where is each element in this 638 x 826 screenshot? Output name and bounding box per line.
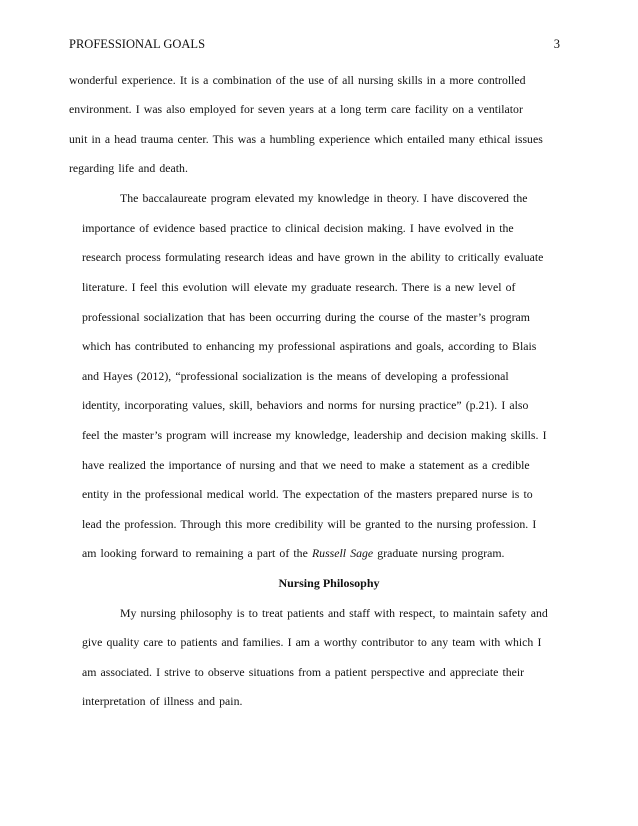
text-run: am looking forward to remaining a part of the [82, 546, 312, 560]
paragraph-line: importance of evidence based practice to clinical decision making. I have evolved in the [82, 221, 514, 235]
paragraph-line: My nursing philosophy is to treat patients and staff with respect, to maintain safety and [120, 606, 548, 620]
paragraph-line: environment. I was also employed for seven years at a long term care facility on a ventilator [69, 102, 523, 116]
paragraph-line: give quality care to patients and families. I am a worthy contributor to any team with which I [82, 635, 542, 649]
paragraph-line: which has contributed to enhancing my professional aspirations and goals, according to Blais [82, 339, 537, 353]
paragraph-line: identity, incorporating values, skill, behaviors and norms for nursing practice” (p.21). I also [82, 398, 529, 412]
text-run: graduate nursing program. [373, 546, 505, 560]
paragraph-line: The baccalaureate program elevated my knowledge in theory. I have discovered the [120, 191, 528, 205]
running-head: PROFESSIONAL GOALS [69, 37, 206, 51]
page-header [69, 36, 560, 52]
paragraph-line: lead the profession. Through this more credibility will be granted to the nursing profession. I [82, 517, 537, 531]
paragraph-line: wonderful experience. It is a combination of the use of all nursing skills in a more controlled [69, 73, 526, 87]
paragraph-line: feel the master’s program will increase my knowledge, leadership and decision making skills. I [82, 428, 547, 442]
paragraph-line: entity in the professional medical world. The expectation of the masters prepared nurse is to [82, 487, 533, 501]
page-number: 3 [553, 37, 560, 51]
paragraph-line: have realized the importance of nursing and that we need to make a statement as a credible [82, 458, 530, 472]
paragraph-line: interpretation of illness and pain. [82, 694, 243, 708]
paragraph-line: am associated. I strive to observe situations from a patient perspective and appreciate their [82, 665, 525, 679]
paragraph-line: regarding life and death. [69, 161, 188, 175]
paragraph-line [82, 546, 505, 560]
paragraph-line: research process formulating research ideas and have grown in the ability to critically evaluate [82, 250, 544, 264]
paragraph-line: professional socialization that has been occurring during the course of the master’s program [82, 310, 530, 324]
paragraph-line: literature. I feel this evolution will elevate my graduate research. There is a new level of [82, 280, 516, 294]
section-heading: Nursing Philosophy [278, 576, 380, 590]
institution-name: Russell Sage [311, 546, 374, 560]
paragraph-line: and Hayes (2012), “professional socialization is the means of developing a professional [82, 369, 509, 383]
paragraph-line: unit in a head trauma center. This was a humbling experience which entailed many ethical issues [69, 132, 543, 146]
